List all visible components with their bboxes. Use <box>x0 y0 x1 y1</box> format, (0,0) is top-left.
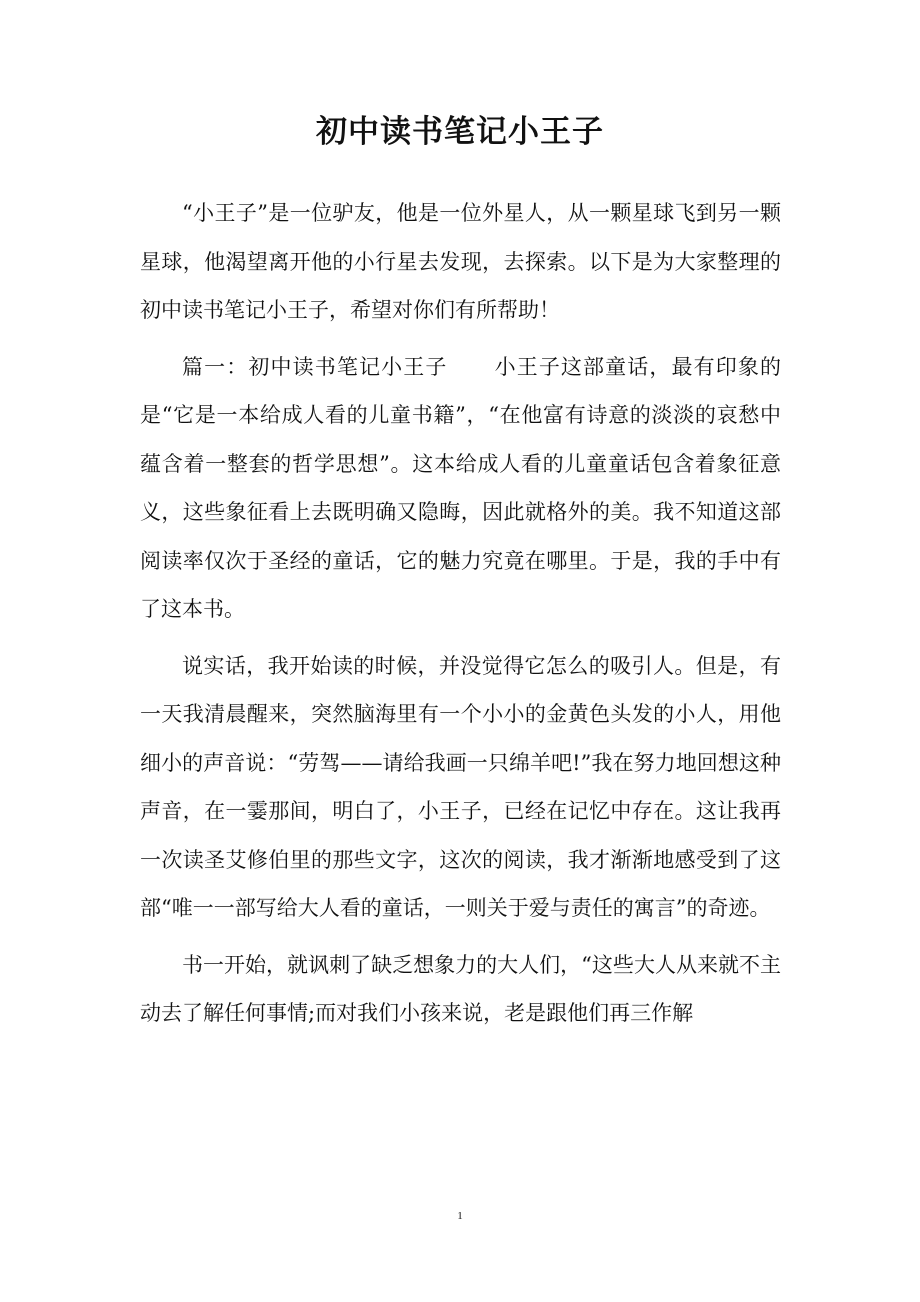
document-body <box>140 189 781 1046</box>
section-heading: 篇一：初中读书笔记小王子 <box>182 354 448 379</box>
section-one-paragraph <box>140 343 781 634</box>
section-one-text: 小王子这部童话，最有印象的是“它是一本给成人看的儿童书籍”，“在他富有诗意的淡淡的哀愁中蕴含着一整套的哲学思想”。这本给成人看的儿童童话包含着象征意义，这些象征看上去既明确又隐晦，因此就格外的美。我不知道这部阅读率仅次于圣经的童话，它的魅力究竟在哪里。于是，我的手中有了这本书。 <box>140 354 782 621</box>
body-paragraph: 书一开始，就讽刺了缺乏想象力的大人们，“这些大人从来就不主动去了解任何事情;而对我们小孩来说，老是跟他们再三作解 <box>140 952 781 1025</box>
page-title: 初中读书笔记小王子 <box>316 114 604 150</box>
page-number: 1 <box>457 1210 463 1222</box>
body-paragraph: 说实话，我开始读的时候，并没觉得它怎么的吸引人。但是，有一天我清晨醒来，突然脑海里有一个小小的金黄色头发的小人，用他细小的声音说：“劳驾——请给我画一只绵羊吧!”我在努力地回想这种声音，在一霎那间，明白了，小王子，已经在记忆中存在。这让我再一次读圣艾修伯里的那些文字，这次的阅读，我才渐渐地感受到了这部“唯一一部写给大人看的童话，一则关于爱与责任的寓言”的奇迹。 <box>140 653 781 920</box>
intro-paragraph: “小王子”是一位驴友，他是一位外星人，从一颗星球飞到另一颗星球，他渴望离开他的小行星去发现，去探索。以下是为大家整理的初中读书笔记小王子，希望对你们有所帮助！ <box>140 201 781 322</box>
